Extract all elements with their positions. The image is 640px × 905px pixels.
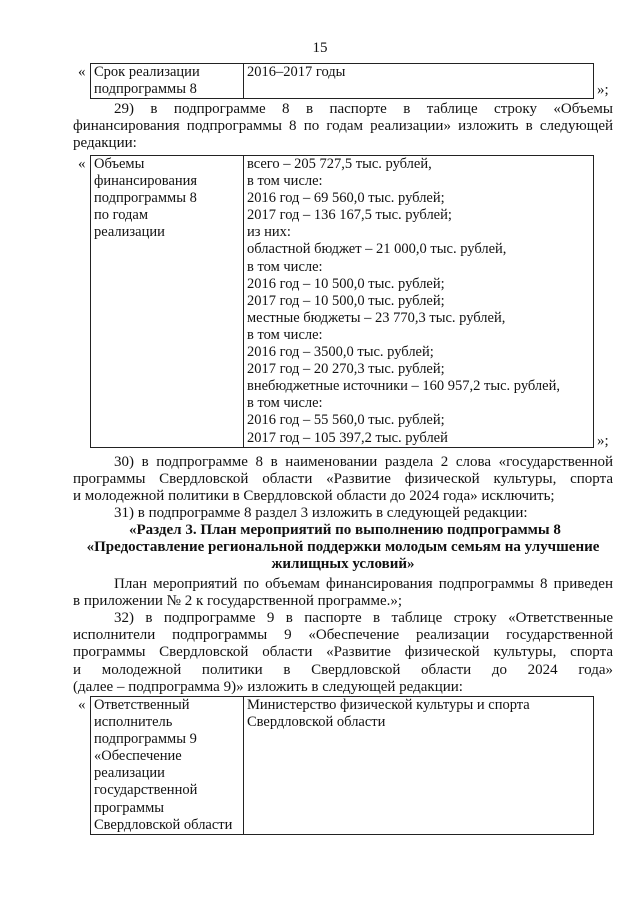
quote-close-2: »; — [597, 433, 609, 449]
section-heading — [73, 522, 613, 574]
table-executor — [90, 696, 594, 835]
value-line: 2017 год – 10 500,0 тыс. рублей; — [247, 292, 445, 309]
label-line: «Обеспечение — [94, 748, 182, 765]
value-line: областной бюджет – 21 000,0 тыс. рублей, — [247, 241, 507, 258]
paragraph-line: 31) в подпрограмме 8 раздел 3 изложить в следующей редакции: — [114, 505, 528, 521]
value-line: в том числе: — [247, 326, 323, 343]
table-financing — [90, 155, 594, 448]
value-line: всего – 205 727,5 тыс. рублей, — [247, 156, 432, 172]
paragraph-29 — [73, 101, 613, 153]
table-duration-value: 2016–2017 годы — [244, 64, 594, 99]
value-line: внебюджетные источники – 160 957,2 тыс. рублей, — [247, 378, 560, 395]
paragraph-line: исполнители подпрограммы 9 «Обеспечение реализации государственной — [73, 627, 613, 644]
table-duration-label — [91, 64, 244, 99]
label-line: программы — [94, 799, 164, 816]
paragraph-line: 29) в подпрограмме 8 в паспорте в таблице строку «Объемы — [114, 101, 613, 117]
value-line: 2017 год – 105 397,2 тыс. рублей — [247, 429, 448, 446]
label-line: реализации — [94, 224, 165, 241]
paragraph-line: программы Свердловской области «Развитие физической культуры, спорта — [73, 644, 613, 661]
value-line: местные бюджеты – 23 770,3 тыс. рублей, — [247, 309, 506, 326]
value-line: Министерство физической культуры и спорта — [247, 697, 530, 713]
paragraph-line: в приложении № 2 к государственной программе.»; — [73, 593, 403, 610]
table-financing-value — [244, 156, 594, 448]
paragraph-line: 30) в подпрограмме 8 в наименовании раздела 2 слова «государственной — [114, 454, 613, 470]
heading-line: жилищных условий» — [271, 556, 415, 573]
paragraph-31 — [73, 505, 613, 522]
value-line: в том числе: — [247, 395, 323, 412]
paragraph-line: 32) в подпрограмме 9 в паспорте в таблице строку «Ответственные — [114, 610, 613, 626]
value-line: 2016 год – 10 500,0 тыс. рублей; — [247, 275, 445, 292]
label-line: подпрограммы 9 — [94, 731, 197, 748]
label-line: подпрограммы 8 — [94, 81, 197, 98]
paragraph-32 — [73, 610, 613, 696]
heading-line: «Предоставление региональной поддержки молодым семьям на улучшение — [86, 539, 600, 556]
value-line: из них: — [247, 224, 291, 241]
quote-open-3: « — [78, 697, 86, 713]
value-line: 2017 год – 136 167,5 тыс. рублей; — [247, 207, 452, 224]
heading-line: «Раздел 3. План мероприятий по выполнению подпрограммы 8 — [129, 522, 561, 538]
table-executor-label — [91, 697, 244, 835]
paragraph-line: и молодежной политики в Свердловской области до 2024 года» исключить; — [73, 488, 555, 505]
quote-open-2: « — [78, 156, 86, 172]
quote-open-1: « — [78, 64, 86, 80]
label-line: Ответственный — [94, 697, 190, 713]
table-financing-label — [91, 156, 244, 448]
value-line: 2016 год – 55 560,0 тыс. рублей; — [247, 412, 445, 429]
quote-close-1: »; — [597, 82, 609, 98]
label-line: реализации — [94, 765, 165, 782]
page-number: 15 — [312, 40, 328, 56]
paragraph-30 — [73, 454, 613, 506]
plan-paragraph — [73, 576, 613, 610]
paragraph-line: программы Свердловской области «Развитие физической культуры, спорта — [73, 471, 613, 488]
table-duration — [90, 63, 594, 99]
paragraph-line: редакции: — [73, 135, 137, 152]
label-line: Свердловской области — [94, 816, 233, 833]
label-line: исполнитель — [94, 714, 173, 731]
label-line: финансирования — [94, 173, 198, 190]
value-line: Свердловской области — [247, 714, 386, 731]
paragraph-line: и молодежной политики в Свердловской области до 2024 года» — [73, 661, 613, 678]
value-line: 2016 год – 3500,0 тыс. рублей; — [247, 344, 434, 361]
label-line: подпрограммы 8 — [94, 190, 197, 207]
value-line: 2017 год – 20 270,3 тыс. рублей; — [247, 361, 445, 378]
value-line: 2016 год – 69 560,0 тыс. рублей; — [247, 190, 445, 207]
paragraph-line: (далее – подпрограмма 9)» изложить в следующей редакции: — [73, 678, 463, 695]
paragraph-line: финансирования подпрограммы 8 по годам реализации» изложить в следующей — [73, 118, 613, 135]
label-line: Объемы — [94, 156, 145, 172]
label-line: Срок реализации — [94, 64, 200, 80]
label-line: по годам — [94, 207, 149, 224]
value-line: в том числе: — [247, 173, 323, 190]
label-line: государственной — [94, 782, 198, 799]
table-executor-value — [244, 697, 594, 835]
paragraph-line: План мероприятий по объемам финансирования подпрограммы 8 приведен — [114, 576, 613, 592]
value-line: в том числе: — [247, 258, 323, 275]
